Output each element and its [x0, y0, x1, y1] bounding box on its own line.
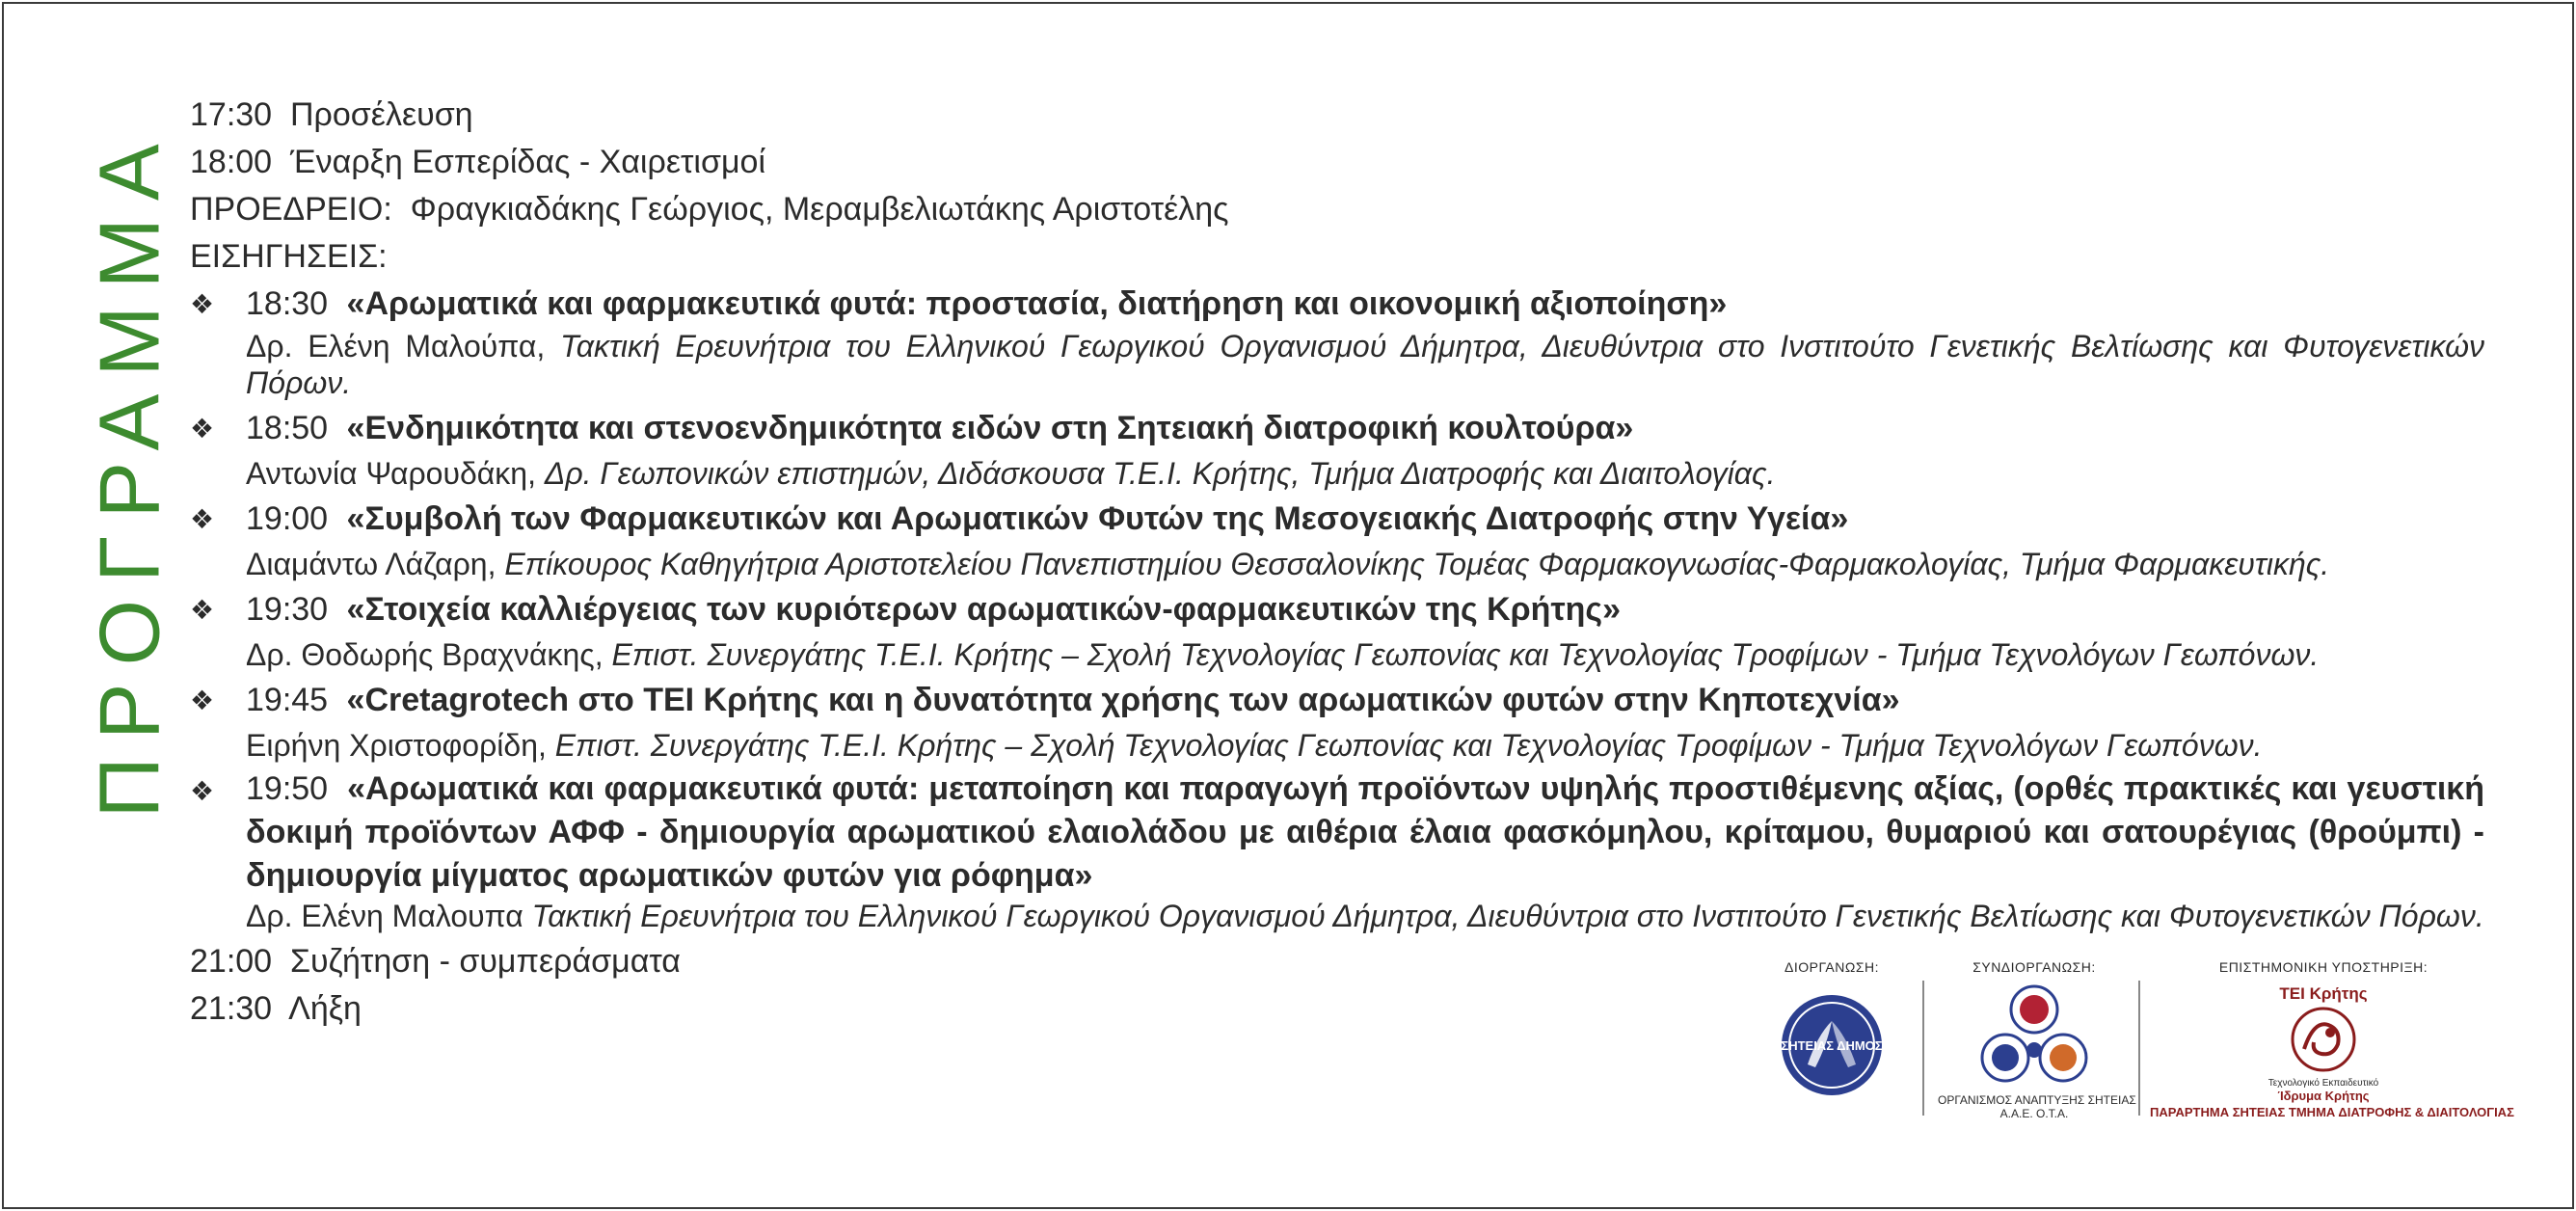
diamond-bullet-icon: ❖: [190, 776, 215, 806]
tei-subtitle-2: Ίδρυμα Κρήτης: [2277, 1089, 2370, 1103]
coorganizer-name: ΟΡΓΑΝΙΣΜΟΣ ΑΝΑΠΤΥΞΗΣ ΣΗΤΕΙΑΣ: [1938, 1093, 2136, 1107]
speaker-name: Αντωνία Ψαρουδάκη,: [246, 456, 536, 491]
logo-divider: [1922, 981, 1924, 1116]
speaker-affiliation: Επιστ. Συνεργάτης Τ.Ε.Ι. Κρήτης – Σχολή Τεχνολογίας Γεωπονίας και Τεχνολογίας Τροφίμων - Τμήμα Τεχνολόγων Γεωπόνων.: [611, 637, 2320, 672]
talk-item: [190, 677, 2484, 767]
scientific-support-block: [2150, 959, 2514, 1119]
talk-title: [246, 677, 2484, 724]
schedule-line-arrival: [190, 92, 2484, 139]
talk-title-text: «Αρωματικά και φαρμακευτικά φυτά: προστασία, διατήρηση και οικονομική αξιοποίηση»: [346, 285, 1728, 322]
schedule-text: Λήξη: [288, 990, 362, 1027]
speaker-name: Δρ. Ελένη Μαλούπα,: [246, 329, 546, 363]
program-title-text: ΠΡΟΓΡΑΜΜΑ: [82, 126, 178, 819]
time: 21:00: [190, 943, 273, 980]
presidium-line: [190, 186, 2484, 233]
talk-time: 19:00: [246, 500, 329, 537]
talk-time: 18:50: [246, 410, 329, 446]
diamond-bullet-icon: ❖: [190, 289, 215, 319]
talk-title-text: «Ενδημικότητα και στενοενδημικότητα ειδών στη Σητειακή διατροφική κουλτούρα»: [346, 410, 1634, 446]
tei-crete-emblem-icon: [2285, 1006, 2362, 1073]
talk-item: [190, 281, 2484, 405]
talk-title: [246, 405, 2484, 452]
development-organization-logo-icon: [1976, 982, 2092, 1089]
talk-speaker: [246, 724, 2484, 767]
time: 18:00: [190, 144, 273, 180]
diamond-bullet-icon: ❖: [190, 414, 215, 444]
logo-divider: [2138, 981, 2140, 1116]
speaker-name: Δρ. Ελένη Μαλουπα: [246, 899, 523, 933]
talk-time: 19:50: [246, 770, 329, 807]
coorganizer-block: [1938, 959, 2136, 1120]
program-vertical-title: [82, 126, 178, 819]
talk-speaker: [246, 452, 2484, 496]
schedule-line-opening: [190, 139, 2484, 186]
talk-speaker: [246, 328, 2484, 405]
speaker-name: Διαμάντω Λάζαρη,: [246, 547, 496, 581]
organizer-block: [1755, 959, 1909, 1103]
speaker-affiliation: Τακτική Ερευνήτρια του Ελληνικού Γεωργικού Οργανισμού Δήμητρα, Διευθύντρια στο Ινστιτούτο Γενετικής Βελτίωσης και Φυτογενετικών Πόρων.: [531, 899, 2484, 933]
presidium-label: ΠΡΟΕΔΡΕΙΟ:: [190, 191, 392, 228]
diamond-bullet-icon: ❖: [190, 686, 215, 715]
scientific-caption: ΕΠΙΣΤΗΜΟΝΙΚΗ ΥΠΟΣΤΗΡΙΞΗ:: [2218, 959, 2428, 975]
talk-title: [246, 281, 2484, 328]
sitia-municipality-seal-icon: [1779, 992, 1885, 1098]
speaker-affiliation: Επιστ. Συνεργάτης Τ.Ε.Ι. Κρήτης – Σχολή Τεχνολογίας Γεωπονίας και Τεχνολογίας Τροφίμων - Τμήμα Τεχνολόγων Γεωπόνων.: [554, 728, 2263, 763]
tei-department: ΠΑΡΑΡΤΗΜΑ ΣΗΤΕΙΑΣ ΤΜΗΜΑ ΔΙΑΤΡΟΦΗΣ & ΔΙΑΙΤΟΛΟΓΙΑΣ: [2150, 1105, 2514, 1119]
diamond-bullet-icon: ❖: [190, 504, 215, 534]
program-content: [190, 92, 2484, 1033]
talk-item: [190, 496, 2484, 586]
talk-item: [190, 586, 2484, 677]
speaker-affiliation: Τακτική Ερευνήτρια του Ελληνικού Γεωργικού Οργανισμού Δήμητρα, Διευθύντρια στο Ινστιτούτο Γενετικής Βελτίωσης και Φυτογενετικών Πόρων.: [246, 329, 2485, 400]
talk-item: [190, 767, 2484, 938]
time: 21:30: [190, 990, 273, 1027]
sponsor-logos: [1755, 959, 2514, 1133]
schedule-text: Προσέλευση: [290, 96, 473, 133]
schedule-text: Έναρξη Εσπερίδας - Χαιρετισμοί: [290, 144, 765, 180]
talk-speaker: [246, 543, 2484, 586]
presidium-names: Φραγκιαδάκης Γεώργιος, Μεραμβελιωτάκης Αριστοτέλης: [410, 191, 1229, 228]
speaker-name: Ειρήνη Χριστοφορίδη,: [246, 728, 547, 763]
talk-title-text: «Συμβολή των Φαρμακευτικών και Αρωματικών Φυτών της Μεσογειακής Διατροφής στην Υγεία»: [346, 500, 1849, 537]
coorganizer-caption: ΣΥΝΔΙΟΡΓΑΝΩΣΗ:: [1972, 959, 2096, 975]
talk-title-text: «Στοιχεία καλλιέργειας των κυριότερων αρωματικών-φαρμακευτικών της Κρήτης»: [346, 591, 1621, 628]
talk-speaker: [246, 898, 2484, 938]
tei-subtitle-1: Τεχνολογικό Εκπαιδευτικό: [2267, 1078, 2379, 1089]
talks-label: ΕΙΣΗΓΗΣΕΙΣ:: [190, 238, 388, 275]
talk-title: [246, 496, 2484, 543]
talk-time: 18:30: [246, 285, 329, 322]
diamond-bullet-icon: ❖: [190, 595, 215, 625]
talk-time: 19:30: [246, 591, 329, 628]
talk-title-text: «Αρωματικά και φαρμακευτικά φυτά: μεταποίηση και παραγωγή προϊόντων υψηλής προστιθέμενης αξίας, (ορθές πρακτικές και γευστική δοκιμή προϊόντων ΑΦΦ - δημιουργία αρωματικού ελαιολάδου με αιθέρια έλαια φασκόμηλου, κρίταμου, θυμαριού και σατουρέγιας (θρούμπι) - δημιουργία μίγματος αρωματικών φυτών για ρόφημα»: [246, 770, 2484, 894]
coorganizer-subtitle: Α.Α.Ε. Ο.Τ.Α.: [1999, 1107, 2069, 1120]
speaker-affiliation: Δρ. Γεωπονικών επιστημών, Διδάσκουσα Τ.Ε.Ι. Κρήτης, Τμήμα Διατροφής και Διαιτολογίας.: [544, 456, 1776, 491]
organizer-caption: ΔΙΟΡΓΑΝΩΣΗ:: [1784, 959, 1879, 975]
speaker-name: Δρ. Θοδωρής Βραχνάκης,: [246, 637, 604, 672]
svg-text:ΣΗΤΕΙΑΣ ΔΗΜΟΣ: ΣΗΤΕΙΑΣ ΔΗΜΟΣ: [1781, 1038, 1883, 1053]
talk-time: 19:45: [246, 682, 329, 718]
schedule-text: Συζήτηση - συμπεράσματα: [290, 943, 681, 980]
tei-title: ΤΕΙ Κρήτης: [2279, 984, 2368, 1003]
speaker-affiliation: Επίκουρος Καθηγήτρια Αριστοτελείου Πανεπιστημίου Θεσσαλονίκης Τομέας Φαρμακογνωσίας-Φαρμακολογίας, Τμήμα Φαρμακευτικής.: [504, 547, 2330, 581]
talk-item: [190, 405, 2484, 496]
time: 17:30: [190, 96, 273, 133]
talk-title: [246, 586, 2484, 633]
talk-title-text: «Cretagrotech στο ΤΕΙ Κρήτης και η δυνατότητα χρήσης των αρωματικών φυτών στην Κηποτεχνία»: [346, 682, 1900, 718]
talk-speaker: [246, 633, 2484, 677]
talk-title: [246, 767, 2484, 898]
